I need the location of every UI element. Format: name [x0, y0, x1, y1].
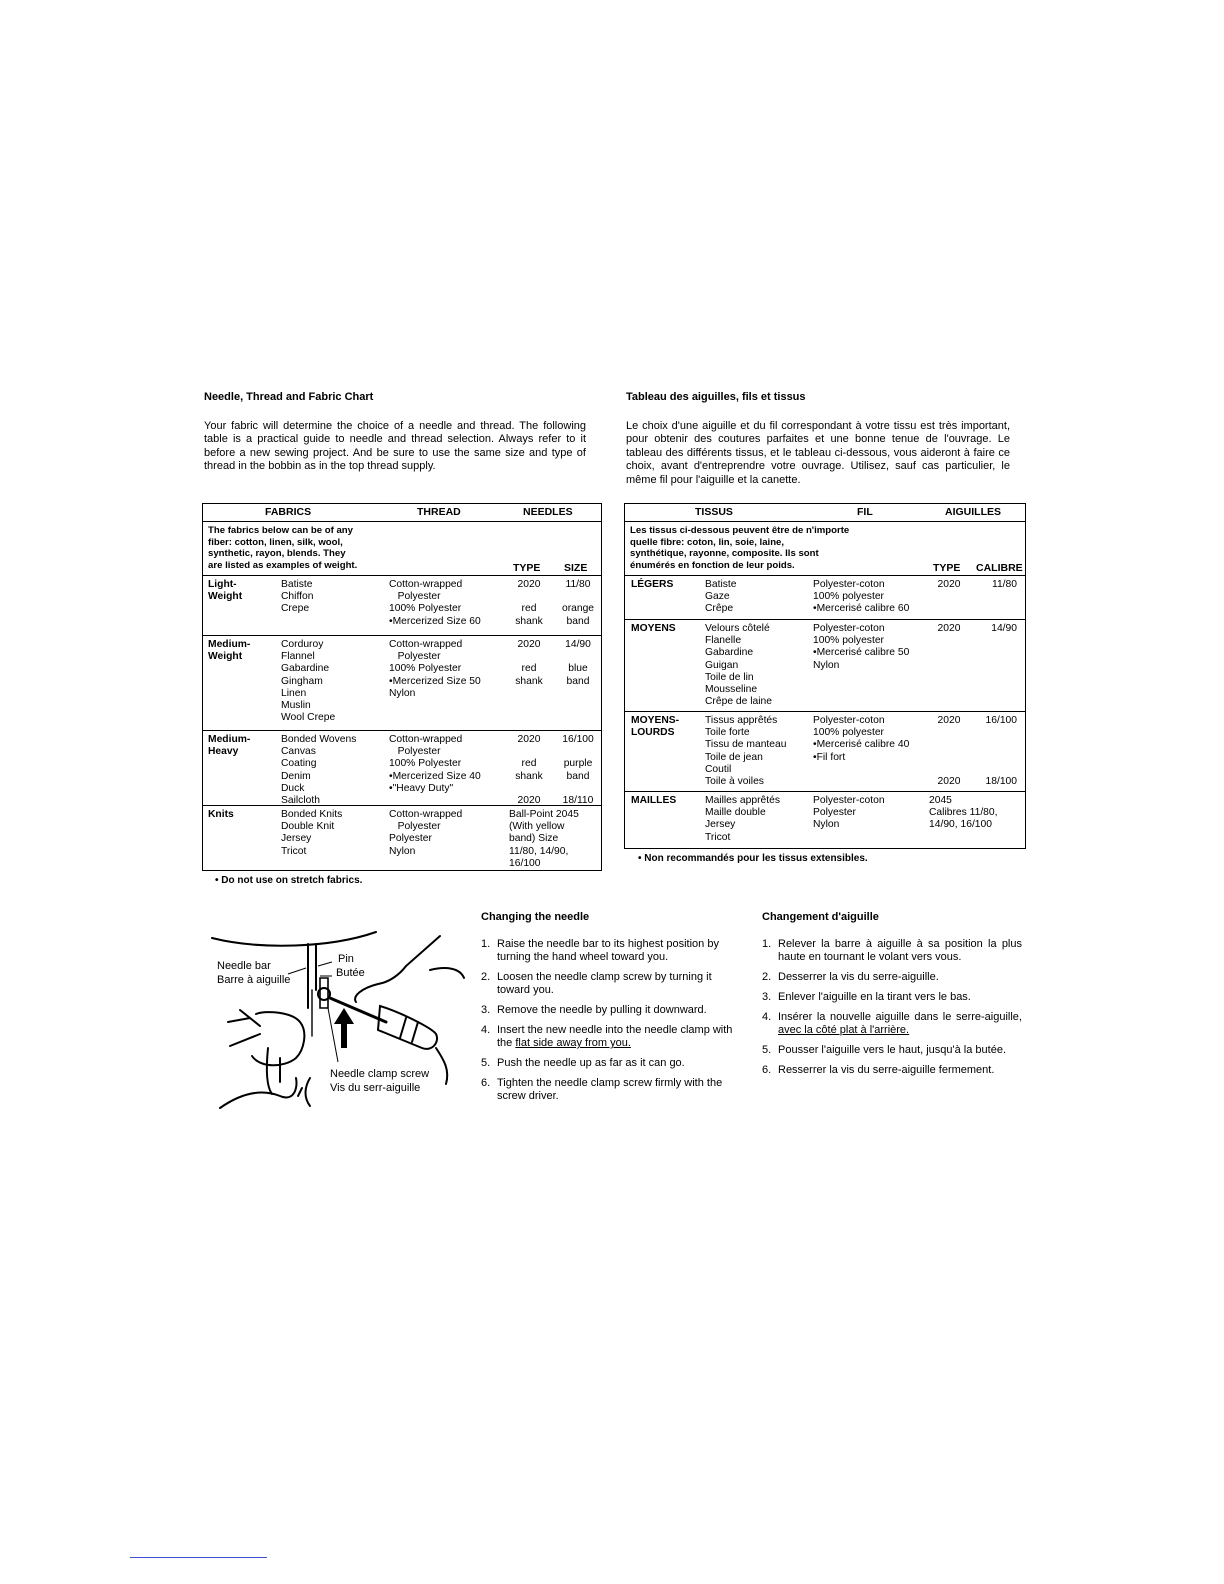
- step-number: 3.: [762, 991, 772, 1003]
- en-row-needles: Ball-Point 2045 (With yellow band) Size 11/80, 14/90, 16/100: [509, 809, 579, 869]
- fr-row-type: 2020: [937, 623, 961, 634]
- fr-header-size: CALIBRE: [976, 562, 1023, 574]
- step-text: Desserrer la vis du serre-aiguille.: [778, 971, 939, 983]
- step-number: 5.: [762, 1044, 772, 1056]
- en-chart-note-row: [203, 521, 601, 576]
- list-item: [481, 1004, 739, 1017]
- fr-header-thread: FIL: [857, 506, 873, 518]
- step-text: Pousser l'aiguille vers le haut, jusqu'à la butée.: [778, 1044, 1007, 1056]
- fr-row-thread: Polyester-coton 100% polyester •Mercerisé calibre 60: [813, 579, 910, 615]
- fr-footnote: • Non recommandés pour les tissus extensibles.: [638, 853, 868, 864]
- table-row: [203, 806, 601, 870]
- list-item: [762, 971, 1022, 984]
- label-pin-fr: Butée: [336, 967, 365, 979]
- table-row: [625, 576, 1025, 620]
- en-chart-header: [203, 504, 601, 522]
- en-row-type: 2020 red shank: [515, 639, 543, 687]
- en-row-thread: Cotton-wrapped Polyester 100% Polyester •Mercerized Size 50 Nylon: [389, 639, 481, 699]
- en-row-fabrics: Corduroy Flannel Gabardine Gingham Linen Muslin Wool Crepe: [281, 639, 336, 724]
- en-row-type: 2020 red shank 2020: [515, 734, 543, 807]
- fr-row-category: LÉGERS: [631, 579, 674, 590]
- list-item: [762, 991, 1022, 1004]
- step-text-underlined: flat side away from you.: [515, 1037, 631, 1049]
- step-text: Enlever l'aiguille en la tirant vers le bas.: [778, 991, 971, 1003]
- en-header-fabrics: FABRICS: [265, 506, 312, 518]
- fr-row-fabrics: Batiste Gaze Crêpe: [705, 579, 737, 615]
- en-row-size: 14/90 blue band: [565, 639, 591, 687]
- list-item: [481, 1057, 739, 1070]
- fr-section-title: Tableau des aiguilles, fils et tissus: [626, 391, 806, 403]
- list-item: [762, 1011, 1022, 1037]
- en-fabric-chart: [202, 503, 602, 871]
- label-needle-clamp-screw: Needle clamp screw: [330, 1068, 430, 1080]
- list-item: [481, 938, 739, 964]
- step-number: 6.: [481, 1077, 491, 1089]
- en-row-thread: Cotton-wrapped Polyester 100% Polyester •Mercerized Size 60: [389, 579, 481, 627]
- fr-header-fabrics: TISSUS: [695, 506, 733, 518]
- fr-row-size: 14/90: [991, 623, 1017, 634]
- fr-row-type: 2020 2020: [937, 715, 961, 788]
- step-number: 6.: [762, 1064, 772, 1076]
- table-row: [625, 712, 1025, 792]
- list-item: [481, 1024, 739, 1050]
- fr-header-type: TYPE: [933, 562, 961, 574]
- step-text: Remove the needle by pulling it downward.: [497, 1004, 707, 1016]
- list-item: [762, 1064, 1022, 1077]
- step-text: Insérer la nouvelle aiguille dans le serre-aiguille,: [778, 1011, 1022, 1023]
- table-row: [203, 576, 601, 636]
- en-row-category: Medium- Weight: [208, 639, 251, 663]
- label-needle-bar: Needle bar: [217, 960, 271, 972]
- fr-row-thread: Polyester-coton 100% polyester •Mercerisé calibre 40 •Fil fort: [813, 715, 910, 763]
- en-row-size: 16/100 purple band 18/110: [562, 734, 594, 807]
- fr-row-type: 2020: [937, 579, 961, 590]
- step-text: Relever la barre à aiguille à sa position la plus haute en tournant le volant vers vous.: [778, 938, 1022, 963]
- changement-aiguille-steps: [762, 938, 1022, 1084]
- table-row: [203, 636, 601, 731]
- en-intro-paragraph: Your fabric will determine the choice of a needle and thread. The following table is a practical guide to needle and thread selection. Always refer to it before a new sewing project. And be sure to use the same size and type of thread in the bobbin as in the top thread supply.: [204, 420, 586, 473]
- en-row-thread: Cotton-wrapped Polyester Polyester Nylon: [389, 809, 463, 857]
- step-number: 4.: [481, 1024, 491, 1036]
- en-row-fabrics: Bonded Wovens Canvas Coating Denim Duck Sailcloth: [281, 734, 357, 807]
- step-number: 2.: [481, 971, 491, 983]
- fr-row-category: MOYENS- LOURDS: [631, 715, 680, 739]
- changement-aiguille-title: Changement d'aiguille: [762, 911, 879, 923]
- changing-needle-steps: [481, 938, 739, 1110]
- en-row-category: Medium- Heavy: [208, 734, 251, 758]
- en-row-fabrics: Batiste Chiffon Crepe: [281, 579, 314, 615]
- footer-divider: [130, 1557, 267, 1558]
- fr-row-category: MOYENS: [631, 623, 676, 634]
- step-number: 1.: [762, 938, 772, 950]
- en-row-type: 2020 red shank: [515, 579, 543, 627]
- label-pin: Pin: [338, 953, 354, 965]
- step-number: 3.: [481, 1004, 491, 1016]
- table-row: [625, 792, 1025, 848]
- fr-intro-paragraph: Le choix d'une aiguille et du fil correspondant à votre tissu est très important, pour obtenir des coutures parfaites et une bonne tenue de l'ouvrage. Le tableau des différents tissus, et le tableau ci-dessous, vous aideront à faire ce choix, avant d'entreprendre votre ouvrage. Utilisez, sauf cas particulier, le même fil pour l'aiguille et la canette.: [626, 420, 1010, 486]
- step-text: Resserrer la vis du serre-aiguille fermement.: [778, 1064, 995, 1076]
- fr-chart-note-row: [625, 521, 1025, 576]
- en-row-thread: Cotton-wrapped Polyester 100% Polyester •Mercerized Size 40 •"Heavy Duty": [389, 734, 481, 794]
- step-text: Insert the new needle into the needle clamp with the: [497, 1024, 733, 1049]
- en-section-title: Needle, Thread and Fabric Chart: [204, 391, 374, 403]
- en-header-thread: THREAD: [417, 506, 461, 518]
- fr-row-thread: Polyester-coton 100% polyester •Mercerisé calibre 50 Nylon: [813, 623, 910, 671]
- table-row: [203, 731, 601, 806]
- fr-header-needles: AIGUILLES: [945, 506, 1002, 518]
- step-number: 2.: [762, 971, 772, 983]
- en-header-size: SIZE: [564, 562, 588, 574]
- en-row-category: Knits: [208, 809, 234, 820]
- label-needle-clamp-screw-fr: Vis du serr-aiguille: [330, 1082, 421, 1094]
- fr-fabric-chart: [624, 503, 1026, 849]
- fr-row-fabrics: Velours côtelé Flanelle Gabardine Guigan Toile de lin Mousseline Crêpe de laine: [705, 623, 772, 708]
- en-row-fabrics: Bonded Knits Double Knit Jersey Tricot: [281, 809, 343, 857]
- fr-row-category: MAILLES: [631, 795, 677, 806]
- table-row: [625, 620, 1025, 712]
- en-row-size: 11/80 orange band: [561, 579, 595, 627]
- fr-row-fabrics: Tissus apprêtés Toile forte Tissu de manteau Toile de jean Coutil Toile à voiles: [705, 715, 787, 788]
- step-text: Tighten the needle clamp screw firmly with the screw driver.: [497, 1077, 723, 1102]
- fr-chart-header: [625, 504, 1025, 522]
- list-item: [762, 1044, 1022, 1057]
- step-text: Loosen the needle clamp screw by turning it toward you.: [497, 971, 712, 996]
- fr-row-size: 11/80: [991, 579, 1017, 590]
- en-header-type: TYPE: [513, 562, 541, 574]
- step-number: 1.: [481, 938, 491, 950]
- step-text: Raise the needle bar to its highest position by turning the hand wheel toward you.: [497, 938, 719, 963]
- fr-row-fabrics: Mailles apprêtés Maille double Jersey Tricot: [705, 795, 780, 843]
- changing-needle-title: Changing the needle: [481, 911, 590, 923]
- label-needle-bar-fr: Barre à aiguille: [217, 974, 291, 986]
- fr-row-size: 16/100 18/100: [985, 715, 1017, 788]
- list-item: [481, 971, 739, 997]
- en-chart-note: The fabrics below can be of any fiber: cotton, linen, silk, wool, synthetic, rayon, blends. They are listed as examples of weight.: [208, 525, 358, 571]
- step-number: 4.: [762, 1011, 772, 1023]
- en-header-needles: NEEDLES: [523, 506, 573, 518]
- step-text: Push the needle up as far as it can go.: [497, 1057, 685, 1069]
- step-text-underlined: avec la côté plat à l'arrière.: [778, 1024, 910, 1036]
- fr-row-needles: 2045 Calibres 11/80, 14/90, 16/100: [929, 795, 998, 831]
- step-number: 5.: [481, 1057, 491, 1069]
- fr-chart-note: Les tissus ci-dessous peuvent être de n'importe quelle fibre: coton, lin, soie, laine, synthétique, rayonne, composite. Ils sont énumérés en fonction de leur poids.: [630, 525, 850, 571]
- fr-row-thread: Polyester-coton Polyester Nylon: [813, 795, 885, 831]
- list-item: [762, 938, 1022, 964]
- list-item: [481, 1077, 739, 1103]
- en-row-category: Light- Weight: [208, 579, 243, 603]
- en-footnote: • Do not use on stretch fabrics.: [215, 875, 363, 886]
